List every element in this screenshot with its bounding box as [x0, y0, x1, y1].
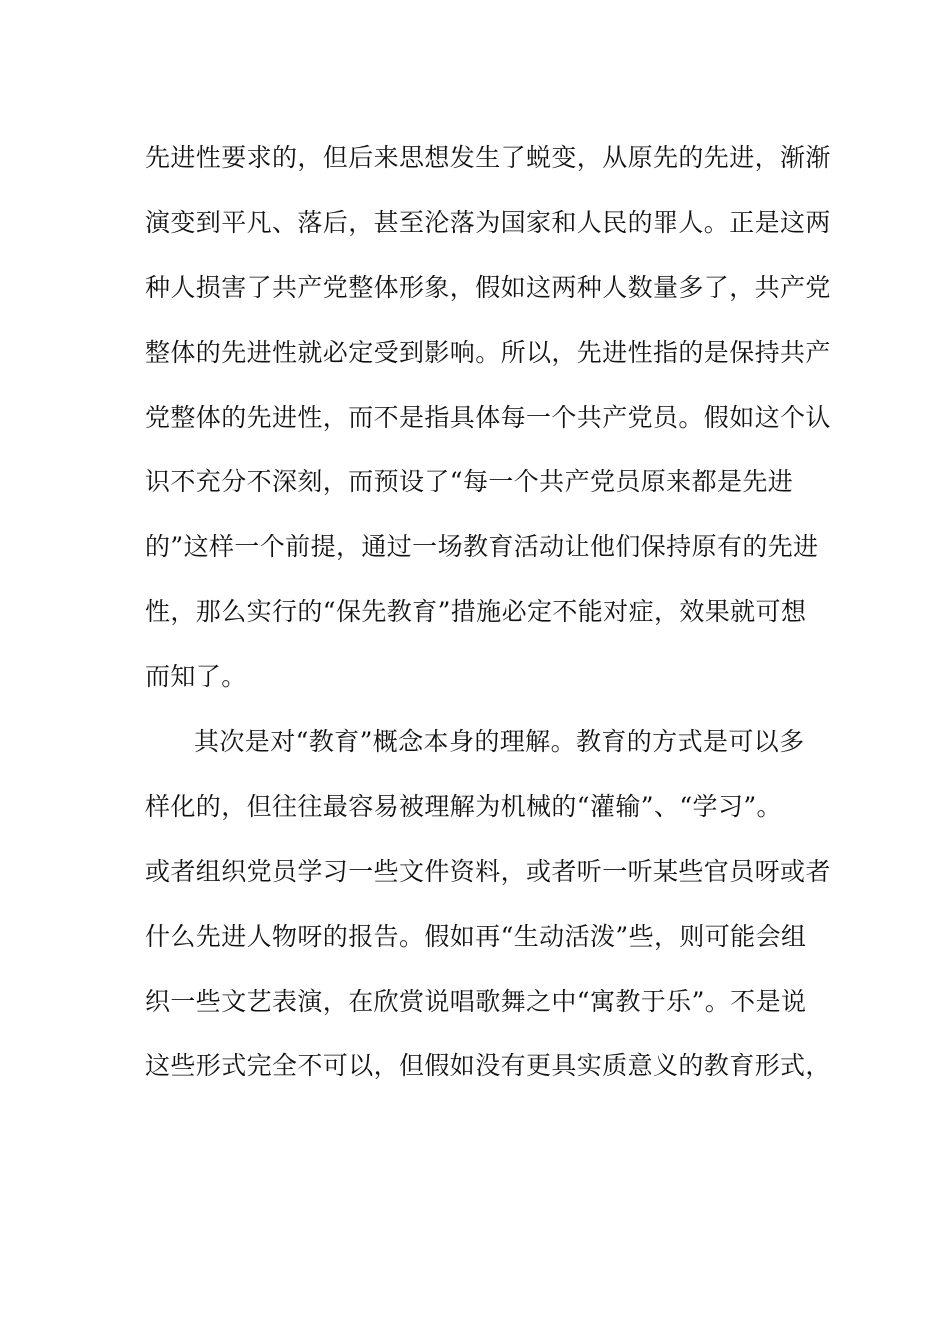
- paragraph-line: 其次是对“教育”概念本身的理解。教育的方式是可以多: [194, 727, 805, 757]
- paragraph-line: 而知了。: [145, 662, 247, 692]
- paragraph-line: 或者组织党员学习一些文件资料，或者听一听某些官员呀或者: [145, 856, 831, 886]
- paragraph-line: 先进性要求的，但后来思想发生了蜕变，从原先的先进，渐渐: [145, 143, 831, 172]
- paragraph-line: 识不充分不深刻，而预设了“每一个共产党员原来都是先进: [145, 467, 794, 497]
- paragraph-line: 的”这样一个前提，通过一场教育活动让他们保持原有的先进: [145, 532, 819, 562]
- paragraph-2: [145, 710, 831, 1099]
- paragraph-line: 党整体的先进性，而不是指具体每一个共产党员。假如这个认: [145, 402, 831, 432]
- paragraph-1: [145, 126, 831, 710]
- paragraph-line: 织一些文艺表演，在欣赏说唱歌舞之中“寓教于乐”。不是说: [145, 986, 807, 1016]
- document-body: [145, 126, 831, 1099]
- paragraph-line: 这些形式完全不可以，但假如没有更具实质意义的教育形式，: [145, 1051, 831, 1081]
- paragraph-line: 演变到平凡、落后，甚至沦落为国家和人民的罪人。正是这两: [145, 207, 831, 237]
- paragraph-line: 什么先进人物呀的报告。假如再“生动活泼”些，则可能会组: [145, 921, 807, 951]
- paragraph-line: 种人损害了共产党整体形象，假如这两种人数量多了，共产党: [145, 272, 831, 302]
- paragraph-line: 样化的，但往往最容易被理解为机械的“灌输”、“学习”。: [145, 791, 782, 821]
- paragraph-line: 性，那么实行的“保先教育”措施必定不能对症，效果就可想: [145, 597, 807, 627]
- paragraph-line: 整体的先进性就必定受到影响。所以，先进性指的是保持共产: [145, 337, 831, 367]
